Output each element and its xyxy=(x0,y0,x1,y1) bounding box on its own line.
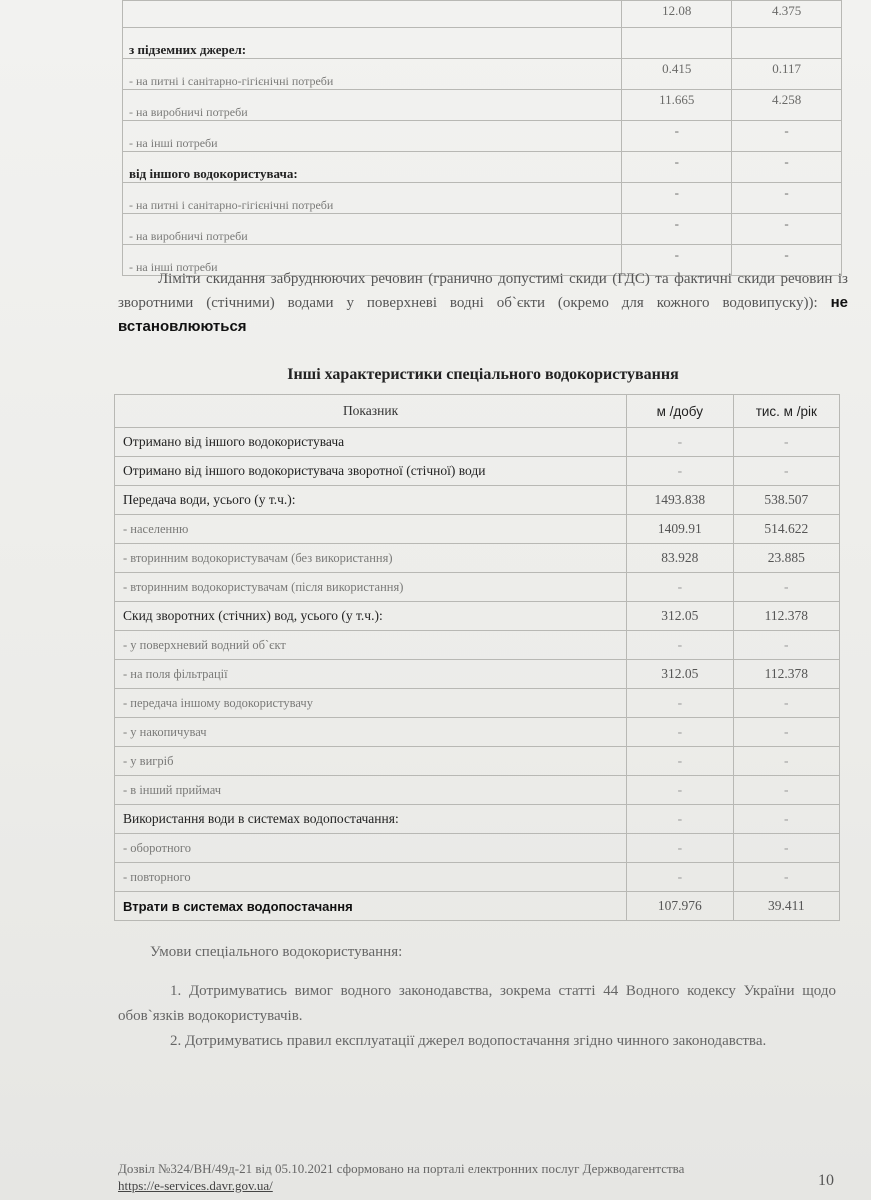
row-label: - оборотного xyxy=(115,834,627,863)
row-value-day: - xyxy=(622,214,732,245)
permit-info: Дозвіл №324/ВН/49д-21 від 05.10.2021 сформовано на порталі електронних послуг Держводагентства xyxy=(118,1161,685,1176)
row-label: Отримано від іншого водокористувача xyxy=(115,428,627,457)
limits-text: Ліміти скидання забруднюючих речовин (гранично допустимі скиди (ГДС) та фактичні скиди речовин із зворотними (стічними) водами у поверхневі водні об`єкти (окремо для кожного водовипуску)): xyxy=(118,271,848,311)
row-value-day: 1409.91 xyxy=(627,515,734,544)
row-label: з підземних джерел: xyxy=(123,28,622,59)
row-value-day: - xyxy=(627,457,734,486)
row-value-day: - xyxy=(627,747,734,776)
row-value-year: - xyxy=(733,805,839,834)
table-row xyxy=(123,90,842,121)
table-row xyxy=(115,515,840,544)
table-row xyxy=(123,152,842,183)
table-row xyxy=(123,28,842,59)
row-value-year: - xyxy=(733,834,839,863)
conditions-lead: Умови спеціального водокористування: xyxy=(150,944,403,960)
row-value-year: 4.258 xyxy=(732,90,842,121)
row-label xyxy=(123,1,622,28)
condition-item-1: 1. Дотримуватись вимог водного законодавства, зокрема статті 44 Водного кодексу України щодо обов`язків водокористувачів. xyxy=(118,983,836,1024)
water-intake-table xyxy=(122,0,842,276)
table-row xyxy=(115,631,840,660)
table-row xyxy=(115,718,840,747)
header-per-year: тис. м /рік xyxy=(733,395,839,428)
table-row xyxy=(123,1,842,28)
header-indicator: Показник xyxy=(115,395,627,428)
table-header-row xyxy=(115,395,840,428)
row-label: - на питні і санітарно-гігієнічні потреби xyxy=(123,59,622,90)
table-row xyxy=(115,689,840,718)
row-value-day: 12.08 xyxy=(622,1,732,28)
header-per-day: м /добу xyxy=(627,395,734,428)
row-value-day: 1493.838 xyxy=(627,486,734,515)
portal-link[interactable]: https://e-services.davr.gov.ua/ xyxy=(118,1178,273,1193)
row-label: Передача води, усього (у т.ч.): xyxy=(115,486,627,515)
row-value-year: 112.378 xyxy=(733,660,839,689)
table-row xyxy=(115,660,840,689)
row-label: - на поля фільтрації xyxy=(115,660,627,689)
row-value-year: - xyxy=(732,214,842,245)
table-row xyxy=(115,544,840,573)
row-value-day: - xyxy=(627,718,734,747)
row-value-year: 538.507 xyxy=(733,486,839,515)
special-table-title: Інші характеристики спеціального водокористування xyxy=(287,366,679,383)
row-value-year: 39.411 xyxy=(733,892,839,921)
table-row xyxy=(115,834,840,863)
row-value-day: - xyxy=(627,863,734,892)
special-water-use-table xyxy=(114,394,840,921)
conditions-section xyxy=(118,940,836,1054)
table-row xyxy=(115,457,840,486)
row-label: - вторинним водокористувачам (без використання) xyxy=(115,544,627,573)
row-label: - на виробничі потреби xyxy=(123,214,622,245)
row-value-year: - xyxy=(733,428,839,457)
row-value-day: - xyxy=(627,689,734,718)
row-value-year: - xyxy=(733,747,839,776)
table-row xyxy=(123,183,842,214)
row-label: Використання води в системах водопостачання: xyxy=(115,805,627,834)
row-label: - на інші потреби xyxy=(123,121,622,152)
row-value-year: - xyxy=(732,183,842,214)
table-row xyxy=(115,776,840,805)
row-label: - повторного xyxy=(115,863,627,892)
row-value-year: 4.375 xyxy=(732,1,842,28)
row-value-year: - xyxy=(732,245,842,276)
row-label: - на інші потреби xyxy=(123,245,622,276)
row-label: від іншого водокористувача: xyxy=(123,152,622,183)
row-label: - у накопичувач xyxy=(115,718,627,747)
row-value-day: 312.05 xyxy=(627,602,734,631)
row-value-year: - xyxy=(733,776,839,805)
document-footer xyxy=(118,1160,808,1194)
row-value-day: - xyxy=(627,573,734,602)
row-value-year: - xyxy=(732,121,842,152)
limits-status: не встановлюються xyxy=(118,294,848,335)
row-value-year: 23.885 xyxy=(733,544,839,573)
table-row xyxy=(123,121,842,152)
page-number: 10 xyxy=(818,1172,834,1189)
row-value-day: - xyxy=(622,183,732,214)
row-value-day: - xyxy=(627,776,734,805)
row-value-day: 0.415 xyxy=(622,59,732,90)
row-value-year: - xyxy=(733,689,839,718)
row-value-day: - xyxy=(622,121,732,152)
table-row xyxy=(115,428,840,457)
row-label: Отримано від іншого водокористувача зворотної (стічної) води xyxy=(115,457,627,486)
row-label: - на питні і санітарно-гігієнічні потреби xyxy=(123,183,622,214)
discharge-limits-paragraph xyxy=(118,268,848,339)
row-value-day: - xyxy=(627,834,734,863)
table-row xyxy=(115,602,840,631)
row-value-year: 514.622 xyxy=(733,515,839,544)
row-label: - в інший приймач xyxy=(115,776,627,805)
row-value-day xyxy=(622,28,732,59)
row-value-year: 112.378 xyxy=(733,602,839,631)
row-value-year: - xyxy=(733,573,839,602)
row-value-day: - xyxy=(627,805,734,834)
table-row xyxy=(115,892,840,921)
row-value-year: - xyxy=(733,718,839,747)
table-row xyxy=(115,486,840,515)
row-label: - вторинним водокористувачам (після використання) xyxy=(115,573,627,602)
row-value-year xyxy=(732,28,842,59)
table-row xyxy=(115,573,840,602)
table-row xyxy=(115,863,840,892)
row-value-day: 11.665 xyxy=(622,90,732,121)
table-row xyxy=(115,747,840,776)
row-value-year: 0.117 xyxy=(732,59,842,90)
row-value-day: - xyxy=(627,428,734,457)
row-label: - у вигріб xyxy=(115,747,627,776)
row-label: - на виробничі потреби xyxy=(123,90,622,121)
row-value-day: 312.05 xyxy=(627,660,734,689)
row-value-day: - xyxy=(627,631,734,660)
row-label: - у поверхневий водний об`єкт xyxy=(115,631,627,660)
row-label: - населенню xyxy=(115,515,627,544)
row-value-year: - xyxy=(733,457,839,486)
row-value-day: - xyxy=(622,152,732,183)
table-row xyxy=(123,59,842,90)
row-label: - передача іншому водокористувачу xyxy=(115,689,627,718)
row-value-year: - xyxy=(732,152,842,183)
row-value-day: 107.976 xyxy=(627,892,734,921)
row-label: Втрати в системах водопостачання xyxy=(115,892,627,921)
table-row xyxy=(115,805,840,834)
table-row xyxy=(123,214,842,245)
row-value-day: 83.928 xyxy=(627,544,734,573)
condition-item-2: 2. Дотримуватись правил експлуатації джерел водопостачання згідно чинного законодавства. xyxy=(170,1033,767,1049)
row-value-year: - xyxy=(733,631,839,660)
row-value-day: - xyxy=(622,245,732,276)
row-label: Скид зворотних (стічних) вод, усього (у т.ч.): xyxy=(115,602,627,631)
row-value-year: - xyxy=(733,863,839,892)
